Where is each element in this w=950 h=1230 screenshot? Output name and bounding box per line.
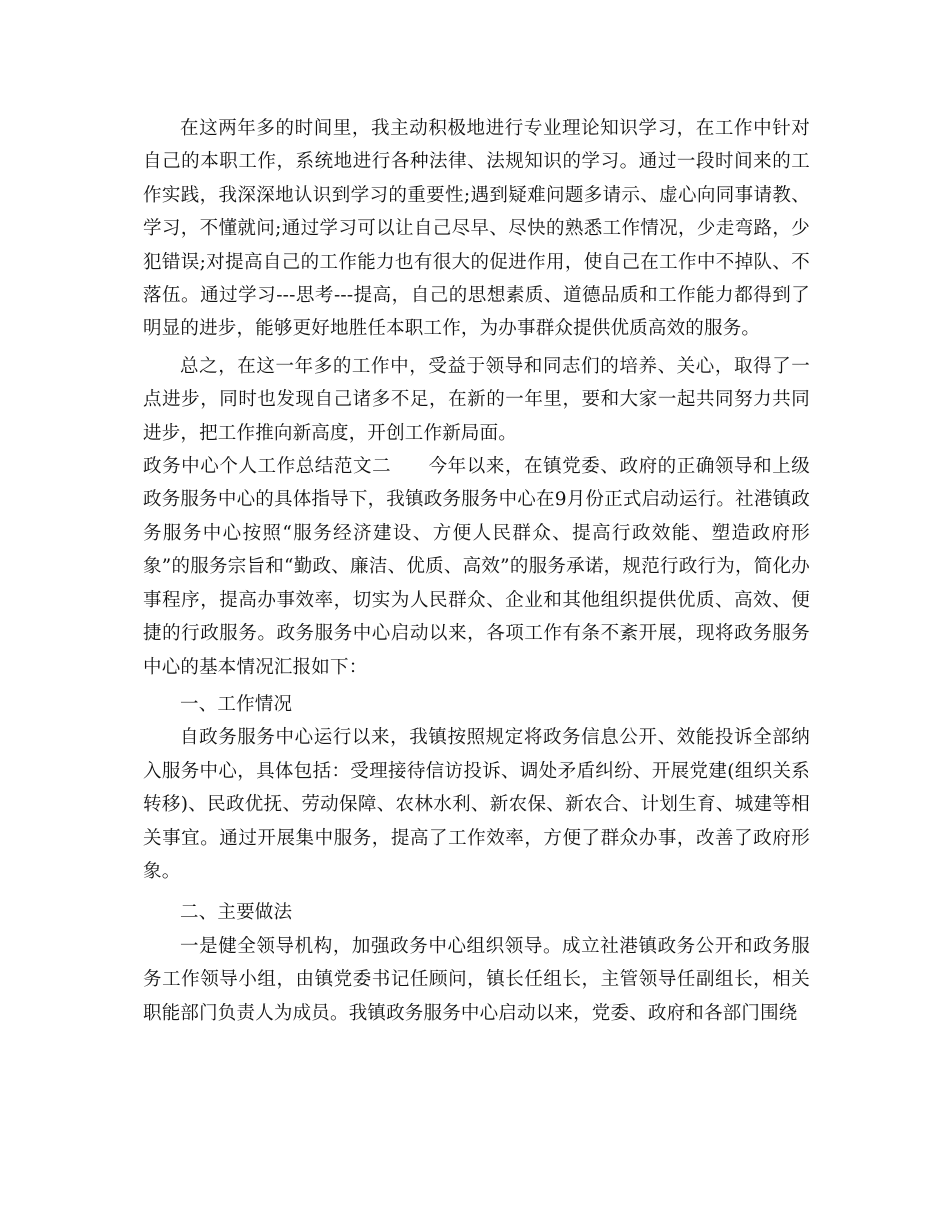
section-title: 政务中心个人工作总结范文二 — [143, 456, 392, 478]
paragraph-section-intro — [143, 450, 810, 684]
paragraph-study: 在这两年多的时间里，我主动积极地进行专业理论知识学习，在工作中针对自己的本职工作，系统地进行各种法律、法规知识的学习。通过一段时间来的工作实践，我深深地认识到学习的重要性;遇到疑难问题多请示、虚心向同事请教、学习，不懂就问;通过学习可以让自己尽早、尽快的熟悉工作情况，少走弯路，少犯错误;对提高自己的工作能力也有很大的促进作用，使自己在工作中不掉队、不落伍。通过学习---思考---提高，自己的思想素质、道德品质和工作能力都得到了明显的进步，能够更好地胜任本职工作，为办事群众提供优质高效的服务。 — [143, 118, 810, 340]
document-body — [143, 112, 810, 1030]
paragraph-summary: 总之，在这一年多的工作中，受益于领导和同志们的培养、关心，取得了一点进步，同时也发现自己诸多不足，在新的一年里，要和大家一起共同努力共同进步，把工作推向新高度，开创工作新局面。 — [143, 355, 810, 444]
heading-main-methods: 二、主要做法 — [180, 902, 293, 924]
paragraph-main-methods: 一是健全领导机构，加强政务中心组织领导。成立社港镇政务公开和政务服务工作领导小组，由镇党委书记任顾问，镇长任组长，主管领导任副组长，相关职能部门负责人为成员。我镇政务服务中心启动以来，党委、政府和各部门围绕 — [143, 935, 810, 1024]
section-intro-text: 今年以来，在镇党委、政府的正确领导和上级政务服务中心的具体指导下，我镇政务服务中心在9月份正式启动运行。社港镇政务服务中心按照“服务经济建设、方便人民群众、提高行政效能、塑造政府形象”的服务宗旨和“勤政、廉洁、优质、高效”的服务承诺，规范行政行为，简化办事程序，提高办事效率，切实为人民群众、企业和其他组织提供优质、高效、便捷的行政服务。政务服务中心启动以来，各项工作有条不紊开展，现将政务服务中心的基本情况汇报如下： — [143, 456, 810, 678]
heading-work-status: 一、工作情况 — [180, 693, 293, 715]
paragraph-work-status: 自政务服务中心运行以来，我镇按照规定将政务信息公开、效能投诉全部纳入服务中心，具体包括：受理接待信访投诉、调处矛盾纠纷、开展党建(组织关系转移)、民政优抚、劳动保障、农林水利、新农保、新农合、计划生育、城建等相关事宜。通过开展集中服务，提高了工作效率，方便了群众办事，改善了政府形象。 — [143, 727, 810, 882]
